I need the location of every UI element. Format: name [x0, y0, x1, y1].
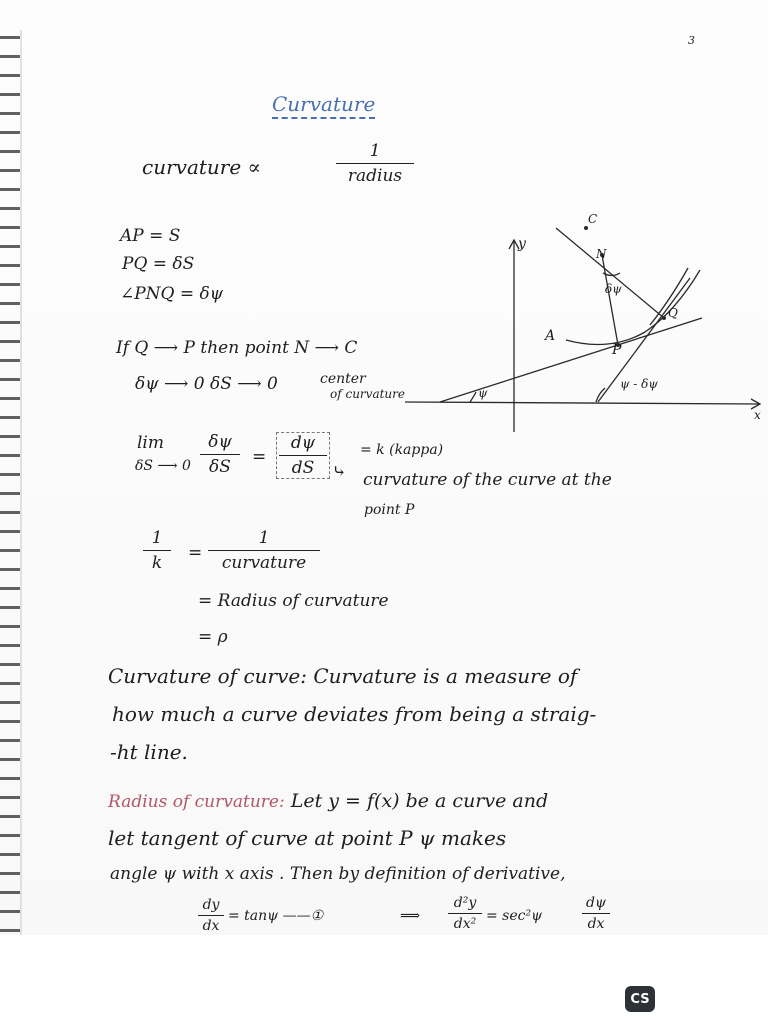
curvature-description-line1: curvature of the curve at the: [363, 470, 612, 490]
center-label: center: [320, 371, 366, 387]
point-n-label: N: [596, 247, 607, 261]
dy-dx-fraction: [198, 897, 224, 934]
normal-at-q: [556, 228, 664, 318]
proportional-lhs: curvature ∝: [142, 155, 262, 179]
page-title: Curvature: [272, 92, 376, 116]
fraction-bar: [208, 550, 320, 551]
of-curvature-label: of curvature: [330, 387, 405, 401]
lim-subscript: δS ⟶ 0: [135, 458, 191, 474]
inverse-k-numerator: 1: [151, 528, 163, 548]
radius-of-curvature-paragraph-line1: [108, 790, 548, 812]
point-c-dot: [584, 226, 588, 230]
roc-line1-rest: Let y = f(x) be a curve and: [284, 790, 549, 812]
point-a-label: A: [545, 328, 556, 344]
inverse-curvature-numerator: 1: [258, 528, 270, 548]
point-q-dot: [662, 316, 666, 320]
d2y-dx2-fraction: [448, 895, 482, 932]
fraction-bar: [448, 913, 482, 914]
definition-line2: how much a curve deviates from being a straig-: [112, 702, 597, 726]
sec-squared-equation: = sec²ψ: [486, 908, 543, 924]
fraction-bar: [143, 550, 171, 551]
delta-denominator: δS: [209, 457, 231, 477]
point-p-label: P: [612, 342, 622, 358]
inverse-k-fraction: [143, 528, 171, 573]
limit-arrow-line: δψ ⟶ 0 δS ⟶ 0: [135, 374, 278, 394]
proportional-numerator: 1: [369, 141, 381, 161]
limit-if-line: If Q ⟶ P then point N ⟶ C: [116, 338, 358, 358]
delta-fraction: [200, 432, 240, 477]
dpsi-dx-numerator: dψ: [586, 895, 606, 911]
kappa-label: = k (kappa): [360, 442, 444, 458]
d2y-dx2-denominator: dx²: [453, 916, 477, 932]
x-axis-label: x: [754, 408, 761, 422]
derivative-fraction-boxed: [276, 432, 330, 479]
equals-sign: =: [252, 447, 267, 467]
inverse-curvature-fraction: [208, 528, 320, 573]
lim-label: lim: [137, 433, 164, 453]
fraction-bar: [279, 455, 327, 456]
given-angle-pnq: ∠PNQ = δψ: [120, 284, 224, 304]
definition-line1: Curvature of curve: Curvature is a measure of: [108, 664, 578, 688]
d2y-dx2-numerator: d²y: [453, 895, 477, 911]
delta-numerator: δψ: [208, 432, 232, 452]
dy-dx-denominator: dx: [202, 918, 220, 934]
angle-psi-minus-label: ψ - δψ: [620, 377, 658, 391]
roc-line3: angle ψ with x axis . Then by definition of derivative,: [110, 864, 566, 884]
derivative-numerator: dψ: [290, 433, 316, 453]
roc-line2: let tangent of curve at point P ψ makes: [108, 826, 507, 850]
y-axis-label: y: [518, 236, 526, 252]
page-mark: 3: [688, 34, 695, 47]
dpsi-dx-fraction: [582, 895, 610, 932]
point-c-label: C: [588, 212, 598, 226]
equals-sign: =: [188, 543, 203, 563]
tan-psi-equation: = tanψ ——①: [228, 908, 324, 924]
inverse-k-denominator: k: [151, 553, 163, 573]
pointer-arrow: ⤷: [332, 462, 347, 482]
curvature-description-line2: point P: [364, 502, 415, 518]
dy-dx-numerator: dy: [202, 897, 220, 913]
inverse-curvature-denominator: curvature: [221, 553, 307, 573]
implies-arrow: ⟹: [400, 908, 421, 924]
fraction-bar: [200, 454, 240, 455]
radius-of-curvature-heading: Radius of curvature:: [108, 792, 285, 812]
angle-dpsi-label: δψ: [605, 282, 622, 296]
camscanner-badge: CS: [625, 986, 655, 1012]
angle-psi-label: ψ: [478, 386, 488, 400]
x-axis-line: [405, 402, 760, 404]
rho-line: = ρ: [198, 627, 228, 647]
given-ap: AP = S: [120, 226, 181, 246]
fraction-bar: [198, 915, 224, 916]
proportional-denominator: radius: [347, 166, 403, 186]
fraction-bar: [582, 913, 610, 914]
derivative-denominator: dS: [291, 458, 315, 478]
angle-psi-arc: [470, 392, 476, 402]
definition-line3: -ht line.: [110, 740, 188, 764]
point-q-label: Q: [668, 306, 678, 320]
radius-of-curvature-line: = Radius of curvature: [198, 591, 389, 611]
dpsi-dx-denominator: dx: [587, 916, 605, 932]
given-pq: PQ = δS: [122, 254, 195, 274]
